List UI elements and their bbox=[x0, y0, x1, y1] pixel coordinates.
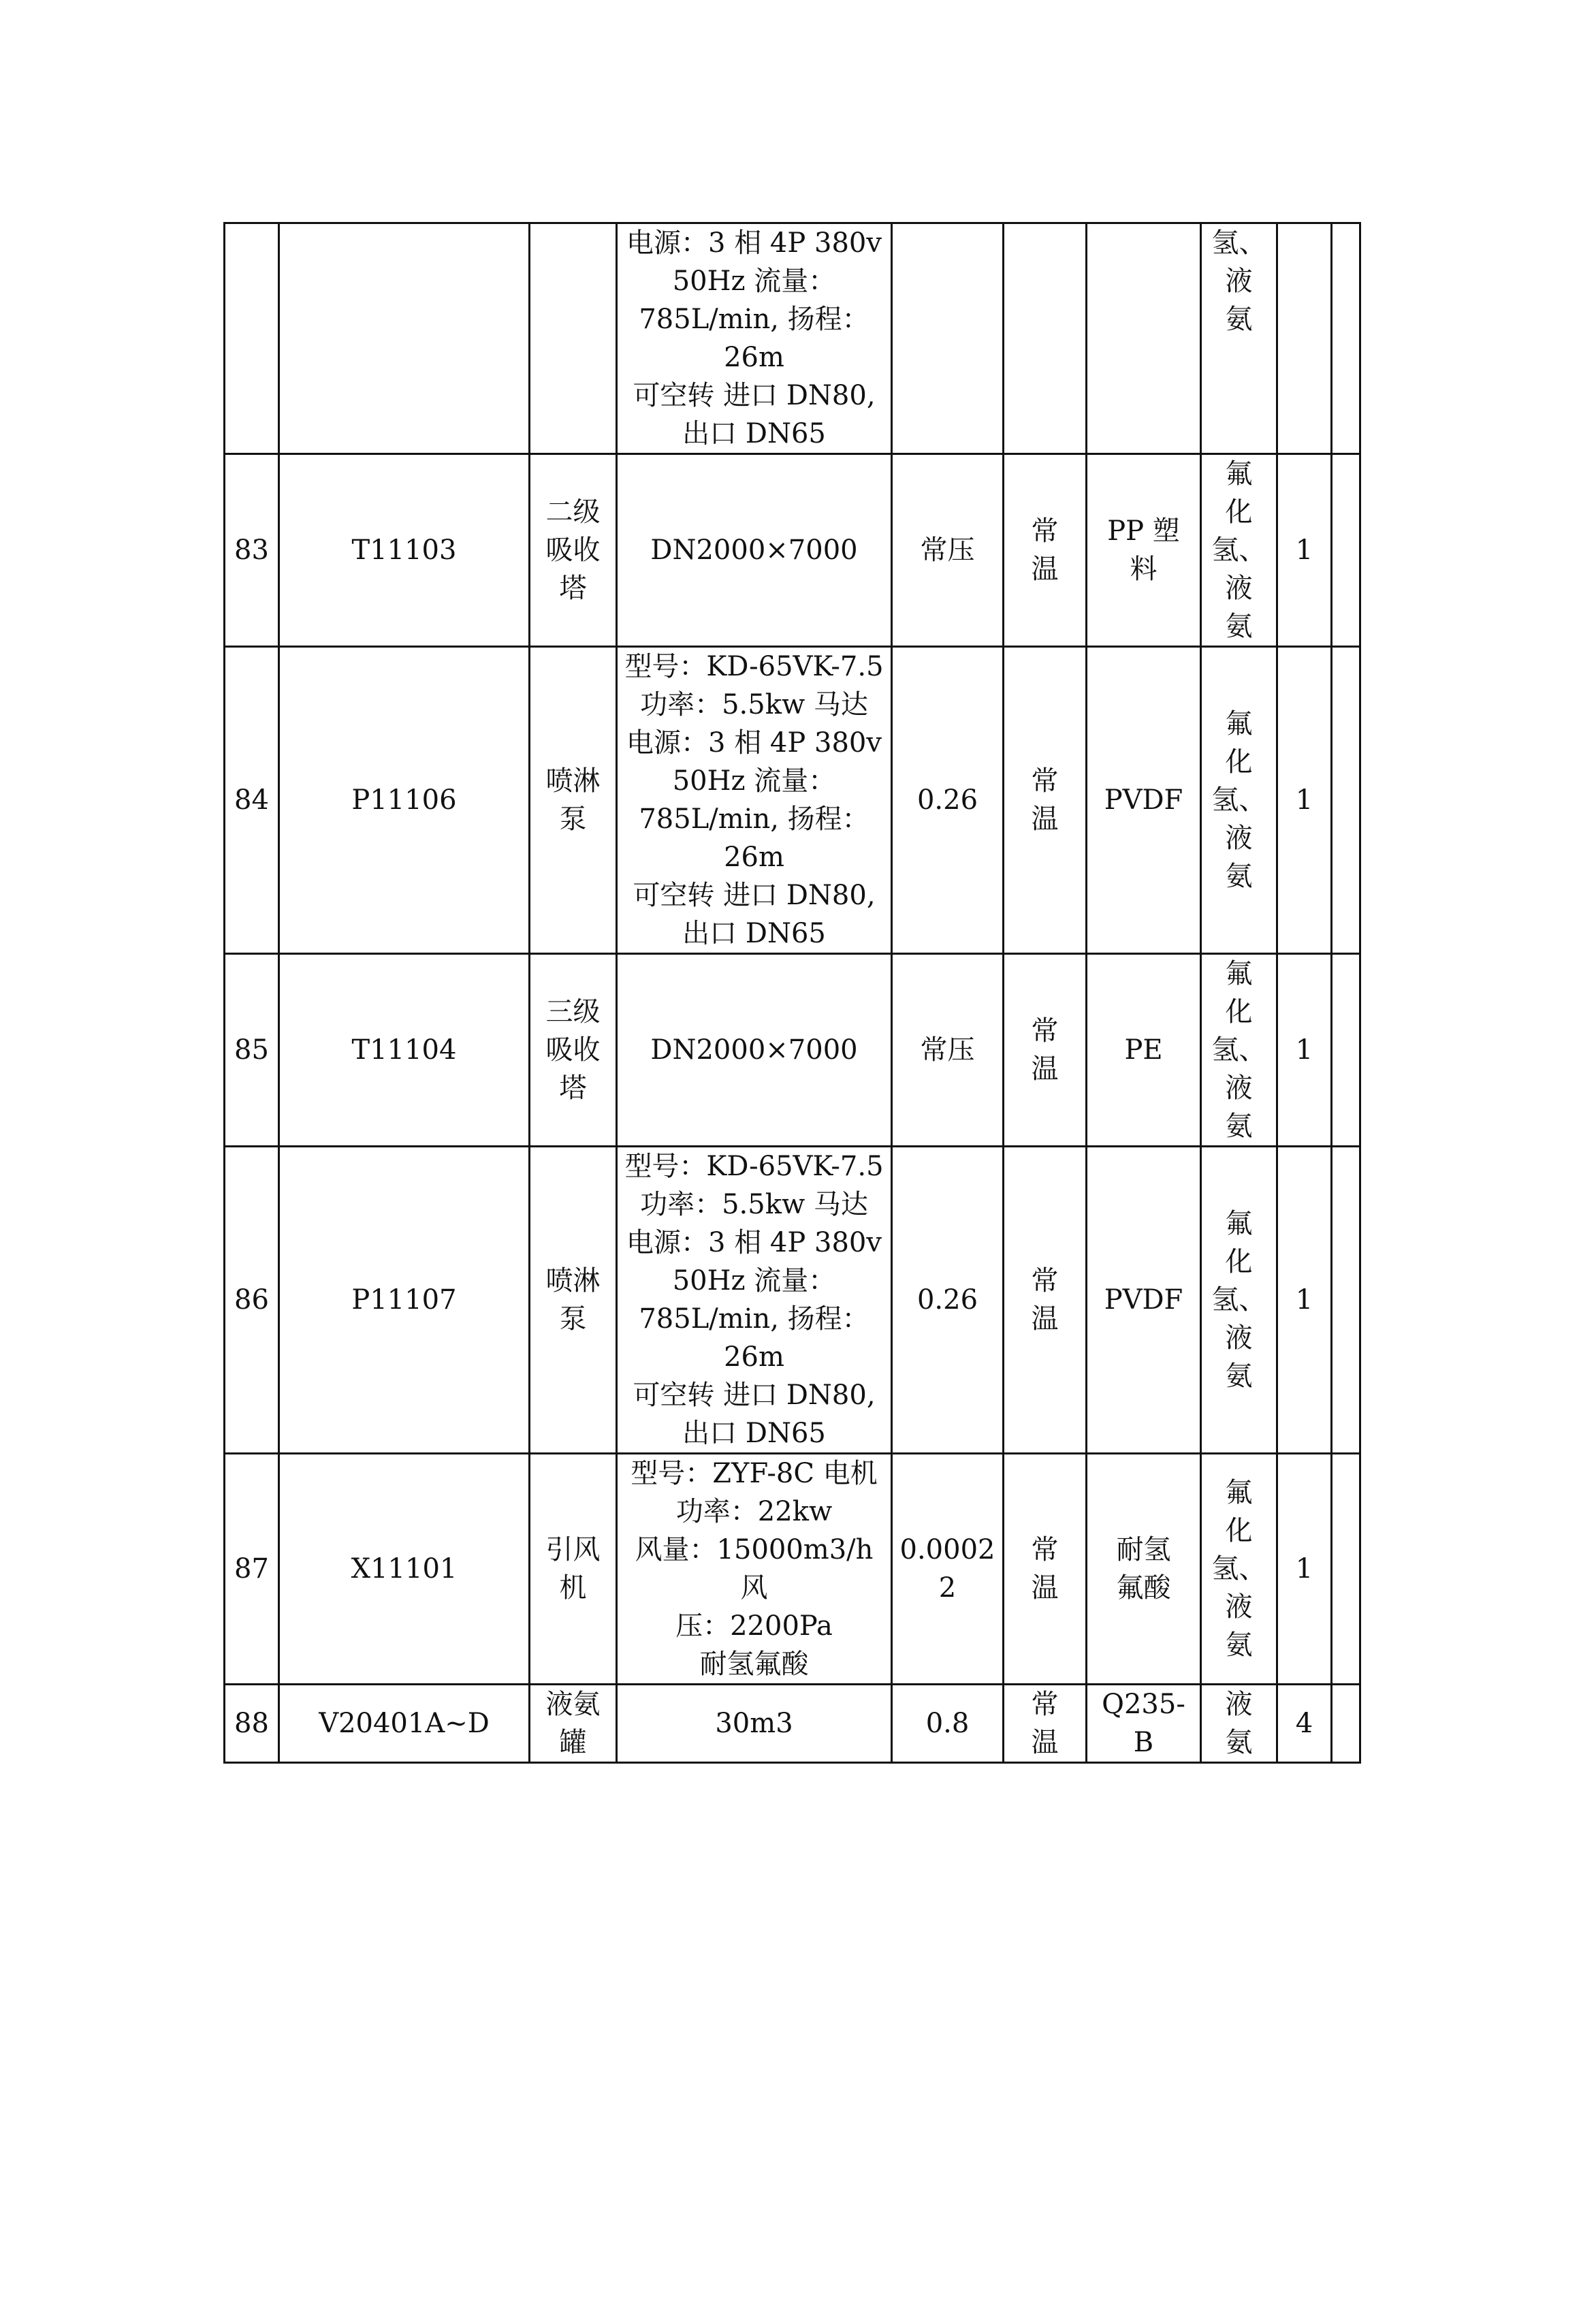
cell-material: Q235- B bbox=[1087, 1685, 1201, 1763]
cell-medium: 氢、 液 氨 bbox=[1201, 223, 1277, 454]
cell-temp: 常 温 bbox=[1004, 454, 1087, 647]
cell-name: 引风 机 bbox=[530, 1454, 617, 1685]
cell-qty: 4 bbox=[1277, 1685, 1332, 1763]
cell-name: 喷淋 泵 bbox=[530, 647, 617, 954]
cell-material bbox=[1087, 223, 1201, 454]
cell-spec: DN2000×7000 bbox=[617, 454, 892, 647]
cell-medium: 氟 化 氢、 液 氨 bbox=[1201, 1454, 1277, 1685]
cell-material: 耐氢 氟酸 bbox=[1087, 1454, 1201, 1685]
cell-remark bbox=[1332, 1147, 1360, 1454]
table-row bbox=[225, 454, 1360, 647]
cell-medium: 氟 化 氢、 液 氨 bbox=[1201, 454, 1277, 647]
cell-tag: V20401A~D bbox=[279, 1685, 530, 1763]
cell-pressure bbox=[892, 223, 1004, 454]
cell-material: PVDF bbox=[1087, 647, 1201, 954]
cell-spec: 型号：ZYF-8C 电机 功率：22kw 风量：15000m3/h 风 压：2200Pa 耐氢氟酸 bbox=[617, 1454, 892, 1685]
cell-material: PVDF bbox=[1087, 1147, 1201, 1454]
cell-pressure: 常压 bbox=[892, 954, 1004, 1147]
cell-tag: P11107 bbox=[279, 1147, 530, 1454]
cell-tag: T11103 bbox=[279, 454, 530, 647]
cell-no: 84 bbox=[225, 647, 279, 954]
cell-name: 液氨 罐 bbox=[530, 1685, 617, 1763]
cell-spec: 型号：KD-65VK-7.5 功率：5.5kw 马达 电源：3 相 4P 380v 50Hz 流量： 785L/min, 扬程：26m 可空转 进口 DN80, 出口 DN65 bbox=[617, 1147, 892, 1454]
cell-temp bbox=[1004, 223, 1087, 454]
cell-name bbox=[530, 223, 617, 454]
cell-no bbox=[225, 223, 279, 454]
cell-name: 三级 吸收 塔 bbox=[530, 954, 617, 1147]
cell-medium: 氟 化 氢、 液 氨 bbox=[1201, 954, 1277, 1147]
table-row bbox=[225, 223, 1360, 454]
table-row bbox=[225, 1147, 1360, 1454]
table-row bbox=[225, 1454, 1360, 1685]
cell-tag: T11104 bbox=[279, 954, 530, 1147]
cell-temp: 常 温 bbox=[1004, 954, 1087, 1147]
cell-remark bbox=[1332, 454, 1360, 647]
cell-qty: 1 bbox=[1277, 1454, 1332, 1685]
cell-temp: 常 温 bbox=[1004, 1147, 1087, 1454]
cell-remark bbox=[1332, 647, 1360, 954]
cell-qty: 1 bbox=[1277, 454, 1332, 647]
table-row bbox=[225, 954, 1360, 1147]
cell-medium: 氟 化 氢、 液 氨 bbox=[1201, 647, 1277, 954]
cell-qty: 1 bbox=[1277, 647, 1332, 954]
cell-no: 88 bbox=[225, 1685, 279, 1763]
equipment-table bbox=[223, 222, 1361, 1764]
cell-medium: 液 氨 bbox=[1201, 1685, 1277, 1763]
cell-remark bbox=[1332, 1685, 1360, 1763]
cell-qty bbox=[1277, 223, 1332, 454]
cell-no: 86 bbox=[225, 1147, 279, 1454]
cell-name: 二级 吸收 塔 bbox=[530, 454, 617, 647]
cell-pressure: 0.26 bbox=[892, 647, 1004, 954]
table-row bbox=[225, 1685, 1360, 1763]
cell-medium: 氟 化 氢、 液 氨 bbox=[1201, 1147, 1277, 1454]
cell-qty: 1 bbox=[1277, 1147, 1332, 1454]
cell-pressure: 0.26 bbox=[892, 1147, 1004, 1454]
cell-no: 87 bbox=[225, 1454, 279, 1685]
cell-temp: 常 温 bbox=[1004, 1685, 1087, 1763]
cell-name: 喷淋 泵 bbox=[530, 1147, 617, 1454]
cell-no: 83 bbox=[225, 454, 279, 647]
cell-qty: 1 bbox=[1277, 954, 1332, 1147]
cell-tag bbox=[279, 223, 530, 454]
cell-pressure: 常压 bbox=[892, 454, 1004, 647]
cell-material: PE bbox=[1087, 954, 1201, 1147]
cell-tag: X11101 bbox=[279, 1454, 530, 1685]
cell-material: PP 塑 料 bbox=[1087, 454, 1201, 647]
table-row bbox=[225, 647, 1360, 954]
cell-temp: 常 温 bbox=[1004, 647, 1087, 954]
cell-spec: DN2000×7000 bbox=[617, 954, 892, 1147]
cell-pressure: 0.0002 2 bbox=[892, 1454, 1004, 1685]
cell-tag: P11106 bbox=[279, 647, 530, 954]
cell-no: 85 bbox=[225, 954, 279, 1147]
cell-spec: 型号：KD-65VK-7.5 功率：5.5kw 马达 电源：3 相 4P 380v 50Hz 流量： 785L/min, 扬程：26m 可空转 进口 DN80, 出口 DN65 bbox=[617, 647, 892, 954]
cell-temp: 常 温 bbox=[1004, 1454, 1087, 1685]
cell-remark bbox=[1332, 954, 1360, 1147]
cell-spec: 30m3 bbox=[617, 1685, 892, 1763]
cell-spec: 电源：3 相 4P 380v 50Hz 流量： 785L/min, 扬程：26m 可空转 进口 DN80, 出口 DN65 bbox=[617, 223, 892, 454]
cell-remark bbox=[1332, 223, 1360, 454]
cell-remark bbox=[1332, 1454, 1360, 1685]
cell-pressure: 0.8 bbox=[892, 1685, 1004, 1763]
